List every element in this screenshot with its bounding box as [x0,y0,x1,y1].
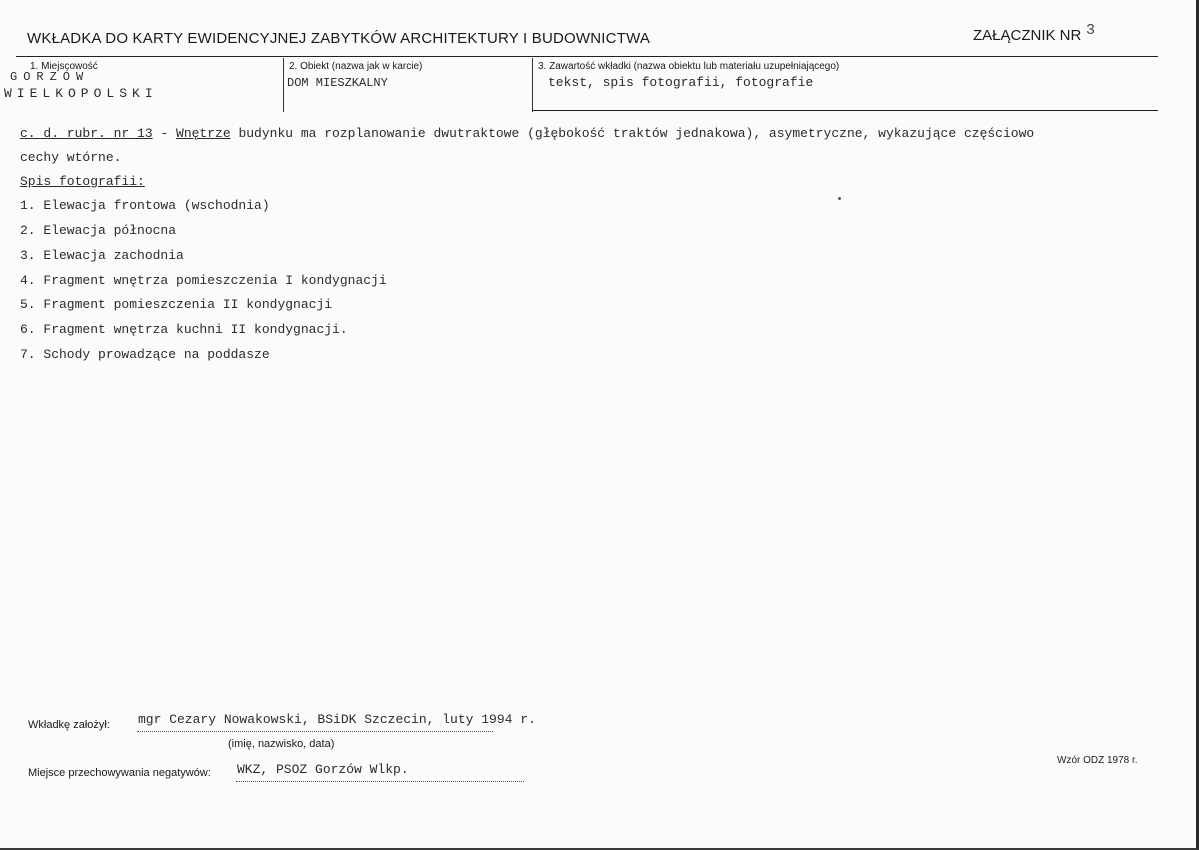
photo-list-item: 7. Schody prowadzące na poddasze [20,347,270,362]
photo-list-item: 6. Fragment wnętrza kuchni II kondygnacji. [20,322,348,337]
paper-speck [838,197,841,200]
negatives-location-value: WKZ, PSOZ Gorzów Wlkp. [237,762,409,777]
interior-word: Wnętrze [176,126,231,141]
photo-list-item: 3. Elewacja zachodnia [20,248,184,263]
negatives-dotted-line [236,781,524,782]
annex-label: ZAŁĄCZNIK NR [973,27,1082,44]
header-rule [16,56,1158,57]
negatives-location-label: Miejsce przechowywania negatywów: [28,767,211,779]
photo-list-item: 5. Fragment pomieszczenia II kondygnacji [20,297,333,312]
locality-value-line1: GORZÓW [10,70,90,84]
field-divider-1 [283,58,284,112]
photo-list-item: 2. Elewacja północna [20,223,177,238]
contents-value: tekst, spis fotografii, fotografie [548,75,814,90]
object-label: 2. Obiekt (nazwa jak w karcie) [289,61,423,72]
form-template-id: Wzór ODZ 1978 r. [1057,755,1138,766]
photo-list-item: 4. Fragment wnętrza pomieszczenia I kondygnacji [20,273,387,288]
creator-dotted-line [137,731,493,732]
creator-label: Wkładkę założył: [28,719,110,731]
field-divider-2 [532,58,533,112]
description-text: budynku ma rozplanowanie dwutraktowe (głębokość traktów jednakowa), asymetryczne, wykazujące częściowo [230,126,1035,141]
annex-number: 3 [1086,22,1096,39]
form-title: WKŁADKA DO KARTY EWIDENCYJNEJ ZABYTKÓW ARCHITEKTURY I BUDOWNICTWA [27,30,651,47]
description-line-2: cechy wtórne. [20,150,122,165]
fields-bottom-rule [532,110,1158,111]
creator-value: mgr Cezary Nowakowski, BSiDK Szczecin, luty 1994 r. [138,712,536,727]
photo-list-item: 1. Elewacja frontowa (wschodnia) [20,198,270,213]
contents-label: 3. Zawartość wkładki (nazwa obiektu lub materiału uzupełniającego) [538,61,840,72]
locality-value-line2: WIELKOPOLSKI [4,86,158,101]
locality-label: 1. Miejscowość [30,61,98,72]
creator-caption: (imię, nazwisko, data) [228,738,335,750]
object-value: DOM MIESZKALNY [287,76,388,90]
photo-list-heading: Spis fotografii: [20,174,145,189]
rubric-reference: c. d. rubr. nr 13 [20,126,153,141]
dash: - [152,126,177,141]
description-line-1 [20,126,1034,141]
